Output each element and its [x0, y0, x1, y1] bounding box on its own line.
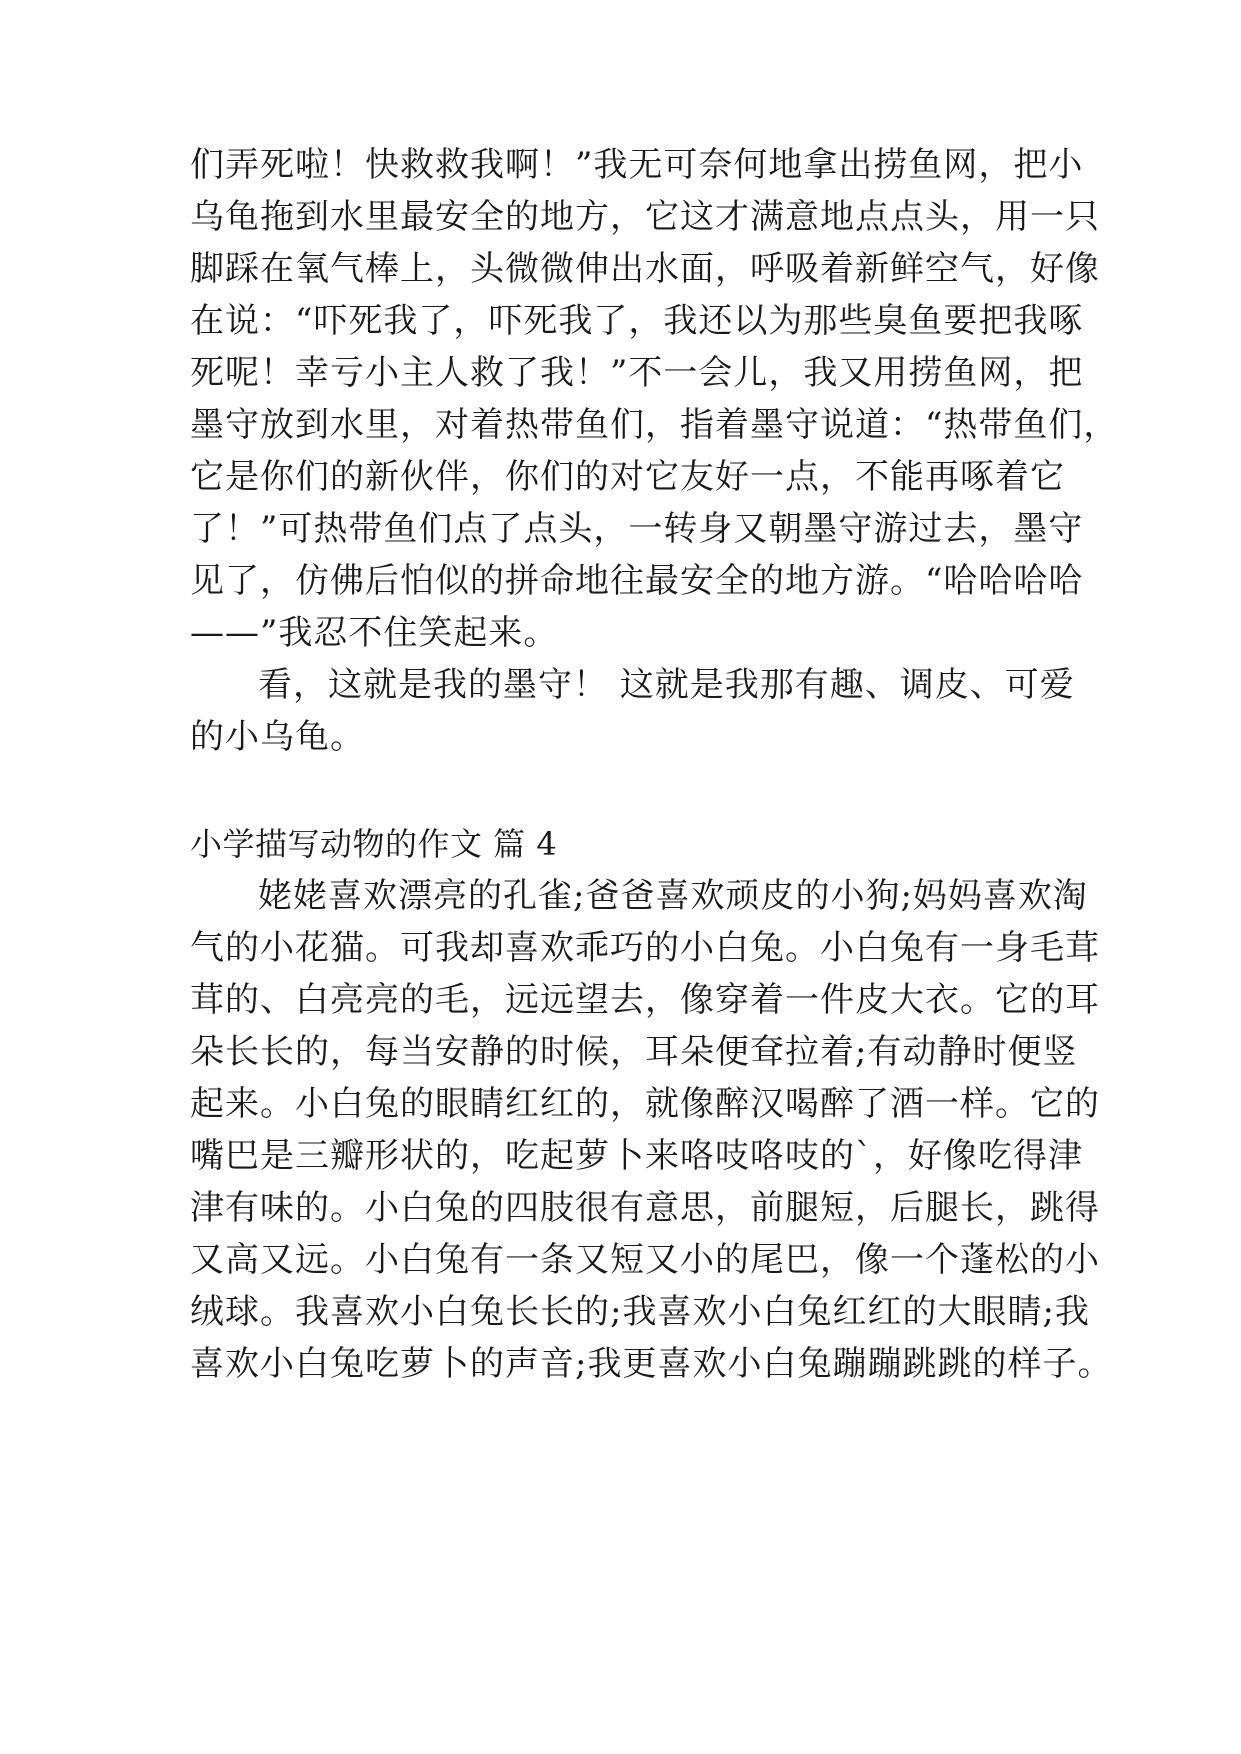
text-line: 了！”可热带鱼们点了点头，一转身又朝墨守游过去，墨守: [190, 509, 1084, 549]
text-line: 又高又远。小白兔有一条又短又小的尾巴，像一个蓬松的小: [190, 1240, 1100, 1280]
text-line: 绒球。我喜欢小白兔长长的;我喜欢小白兔红红的大眼睛;我: [190, 1292, 1090, 1332]
text-line: 在说：“吓死我了，吓死我了，我还以为那些臭鱼要把我啄: [190, 301, 1084, 341]
closing-paragraph-line: 的小乌龟。: [190, 717, 365, 757]
text-line: 朵长长的，每当安静的时候，耳朵便耷拉着;有动静时便竖: [190, 1032, 1078, 1072]
text-line: 脚踩在氧气棒上，头微微伸出水面，呼吸着新鲜空气，好像: [190, 249, 1100, 289]
closing-paragraph-line: 看，这就是我的墨守！ 这就是我那有趣、调皮、可爱: [258, 665, 1075, 705]
text-line: 见了，仿佛后怕似的拼命地往最安全的地方游。“哈哈哈哈: [190, 561, 1084, 601]
text-line: 嘴巴是三瓣形状的，吃起萝卜来咯吱咯吱的`，好像吃得津: [190, 1136, 1083, 1176]
text-line: 喜欢小白兔吃萝卜的声音;我更喜欢小白兔蹦蹦跳跳的样子。: [190, 1344, 1113, 1384]
text-line: 乌龟拖到水里最安全的地方，它这才满意地点点头，用一只: [190, 197, 1100, 237]
text-line: 姥姥喜欢漂亮的孔雀;爸爸喜欢顽皮的小狗;妈妈喜欢淘: [258, 876, 1088, 916]
text-line: 死呢！幸亏小主人救了我！”不一会儿，我又用捞鱼网，把: [190, 353, 1084, 393]
section-heading: 小学描写动物的作文 篇 4: [190, 825, 558, 863]
text-line: 它是你们的新伙伴，你们的对它友好一点，不能再啄着它: [190, 457, 1065, 497]
text-line: 们弄死啦！快救救我啊！”我无可奈何地拿出捞鱼网，把小: [190, 145, 1084, 185]
text-line: 起来。小白兔的眼睛红红的，就像醉汉喝醉了酒一样。它的: [190, 1084, 1100, 1124]
text-line: 茸的、白亮亮的毛，远远望去，像穿着一件皮大衣。它的耳: [190, 980, 1100, 1020]
text-line: ——”我忍不住笑起来。: [190, 613, 559, 653]
text-line: 气的小花猫。可我却喜欢乖巧的小白兔。小白兔有一身毛茸: [190, 928, 1100, 968]
text-line: 墨守放到水里，对着热带鱼们，指着墨守说道：“热带鱼们，: [190, 405, 1119, 445]
text-line: 津有味的。小白兔的四肢很有意思，前腿短，后腿长，跳得: [190, 1188, 1100, 1228]
